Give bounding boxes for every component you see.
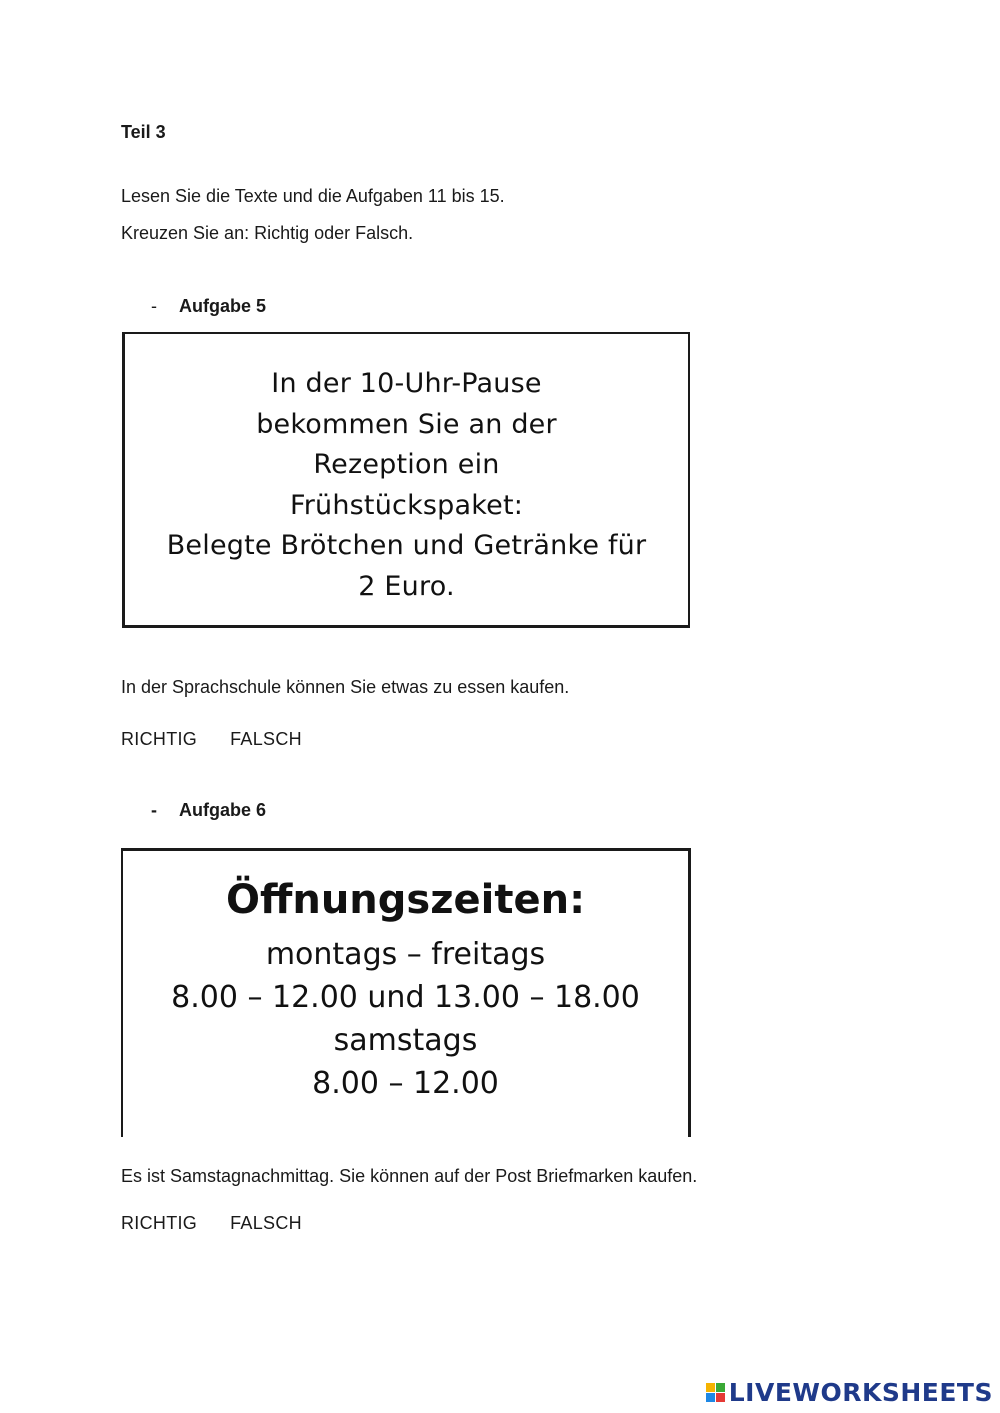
task-6-answers bbox=[121, 1213, 302, 1234]
notice-title: Öffnungszeiten: bbox=[225, 877, 586, 923]
brand-name: LIVEWORKSHEETS bbox=[728, 1378, 993, 1407]
notice-line: 8.00 – 12.00 bbox=[312, 1066, 499, 1101]
notice-line: Belegte Brötchen und Getränke für bbox=[166, 530, 647, 561]
falsch-option[interactable]: FALSCH bbox=[230, 729, 302, 749]
task-5-label bbox=[151, 296, 266, 317]
richtig-option[interactable]: RICHTIG bbox=[121, 1213, 198, 1233]
brand-logo-icon bbox=[706, 1383, 725, 1402]
notice-opening-hours bbox=[121, 848, 691, 1137]
logo-square bbox=[706, 1383, 715, 1392]
notice-line: Rezeption ein bbox=[313, 449, 500, 480]
notice-line: Frühstückspaket: bbox=[289, 489, 524, 521]
notice-line: In der 10-Uhr-Pause bbox=[271, 368, 542, 399]
notice-line: 2 Euro. bbox=[358, 570, 455, 602]
falsch-option[interactable]: FALSCH bbox=[230, 1213, 302, 1233]
task-6-label bbox=[151, 800, 266, 821]
task-5-title: Aufgabe 5 bbox=[179, 296, 267, 316]
instruction-line-2: Kreuzen Sie an: Richtig oder Falsch. bbox=[121, 223, 414, 243]
notice-breakfast bbox=[122, 332, 690, 628]
task-6-title: Aufgabe 6 bbox=[179, 800, 267, 820]
task-5-answers bbox=[121, 729, 302, 750]
richtig-option[interactable]: RICHTIG bbox=[121, 729, 198, 749]
section-heading: Teil 3 bbox=[121, 122, 166, 142]
notice-line: samstags bbox=[333, 1023, 478, 1058]
logo-square bbox=[716, 1393, 725, 1402]
notice-line: bekommen Sie an der bbox=[256, 408, 557, 440]
logo-square bbox=[706, 1393, 715, 1402]
list-dash: - bbox=[151, 800, 157, 820]
list-dash: - bbox=[151, 296, 157, 316]
instruction-line-1: Lesen Sie die Texte und die Aufgaben 11 bis 15. bbox=[121, 186, 505, 206]
task-5-statement: In der Sprachschule können Sie etwas zu essen kaufen. bbox=[121, 677, 570, 697]
notice-line: 8.00 – 12.00 und 13.00 – 18.00 bbox=[171, 980, 640, 1015]
liveworksheets-brand[interactable] bbox=[706, 1378, 993, 1407]
logo-square bbox=[716, 1383, 725, 1392]
task-6-statement: Es ist Samstagnachmittag. Sie können auf der Post Briefmarken kaufen. bbox=[121, 1166, 698, 1186]
notice-line: montags – freitags bbox=[265, 937, 546, 972]
